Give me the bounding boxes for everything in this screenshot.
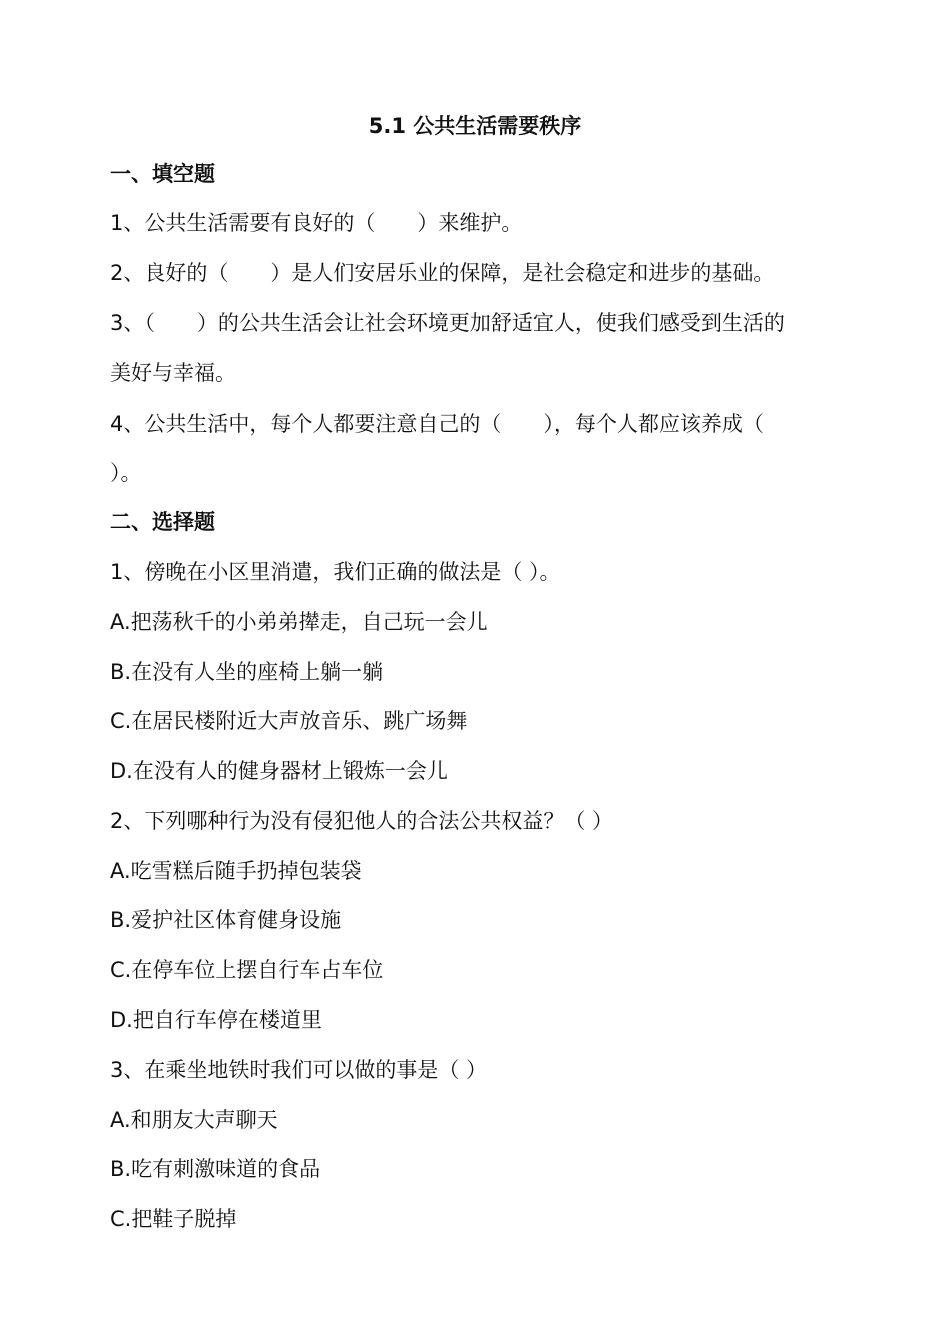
choice-question-2-option-a: A.吃雪糕后随手扔掉包装袋 — [110, 859, 362, 883]
fill-blank-question-4: 4、公共生活中，每个人都要注意自己的（ ），每个人都应该养成（ — [110, 412, 764, 436]
choice-question-2-option-b: B.爱护社区体育健身设施 — [110, 908, 342, 932]
choice-question-2-option-d: D.把自行车停在楼道里 — [110, 1008, 322, 1032]
page-title: 5.1 公共生活需要秩序 — [368, 114, 582, 138]
choice-question-1-option-b: B.在没有人坐的座椅上躺一躺 — [110, 660, 384, 684]
fill-blank-question-1: 1、公共生活需要有良好的（ ）来维护。 — [110, 211, 523, 235]
choice-question-3-stem: 3、在乘坐地铁时我们可以做的事是（ ） — [110, 1058, 488, 1082]
choice-question-3-option-a: A.和朋友大声聊天 — [110, 1108, 278, 1132]
choice-question-1-option-a: A.把荡秋千的小弟弟撵走，自己玩一会儿 — [110, 610, 488, 634]
choice-question-3-option-b: B.吃有刺激味道的食品 — [110, 1157, 321, 1181]
fill-blank-question-4-continued: ）。 — [110, 461, 142, 485]
choice-question-1-option-c: C.在居民楼附近大声放音乐、跳广场舞 — [110, 709, 468, 733]
choice-question-2-option-c: C.在停车位上摆自行车占车位 — [110, 958, 384, 982]
fill-blank-question-3: 3、（ ）的公共生活会让社会环境更加舒适宜人，使我们感受到生活的 — [110, 311, 785, 335]
choice-question-1-option-d: D.在没有人的健身器材上锻炼一会儿 — [110, 759, 448, 783]
fill-blank-question-2: 2、良好的（ ）是人们安居乐业的保障，是社会稳定和进步的基础。 — [110, 261, 775, 285]
choice-question-1-stem: 1、傍晚在小区里消遣，我们正确的做法是（ ）。 — [110, 560, 561, 584]
choice-question-3-option-c: C.把鞋子脱掉 — [110, 1207, 237, 1231]
section-heading-multiple-choice: 二、选择题 — [110, 510, 215, 534]
fill-blank-question-3-continued: 美好与幸福。 — [110, 361, 236, 385]
section-heading-fill-blank: 一、填空题 — [110, 162, 215, 186]
choice-question-2-stem: 2、下列哪种行为没有侵犯他人的合法公共权益？（ ） — [110, 809, 614, 833]
